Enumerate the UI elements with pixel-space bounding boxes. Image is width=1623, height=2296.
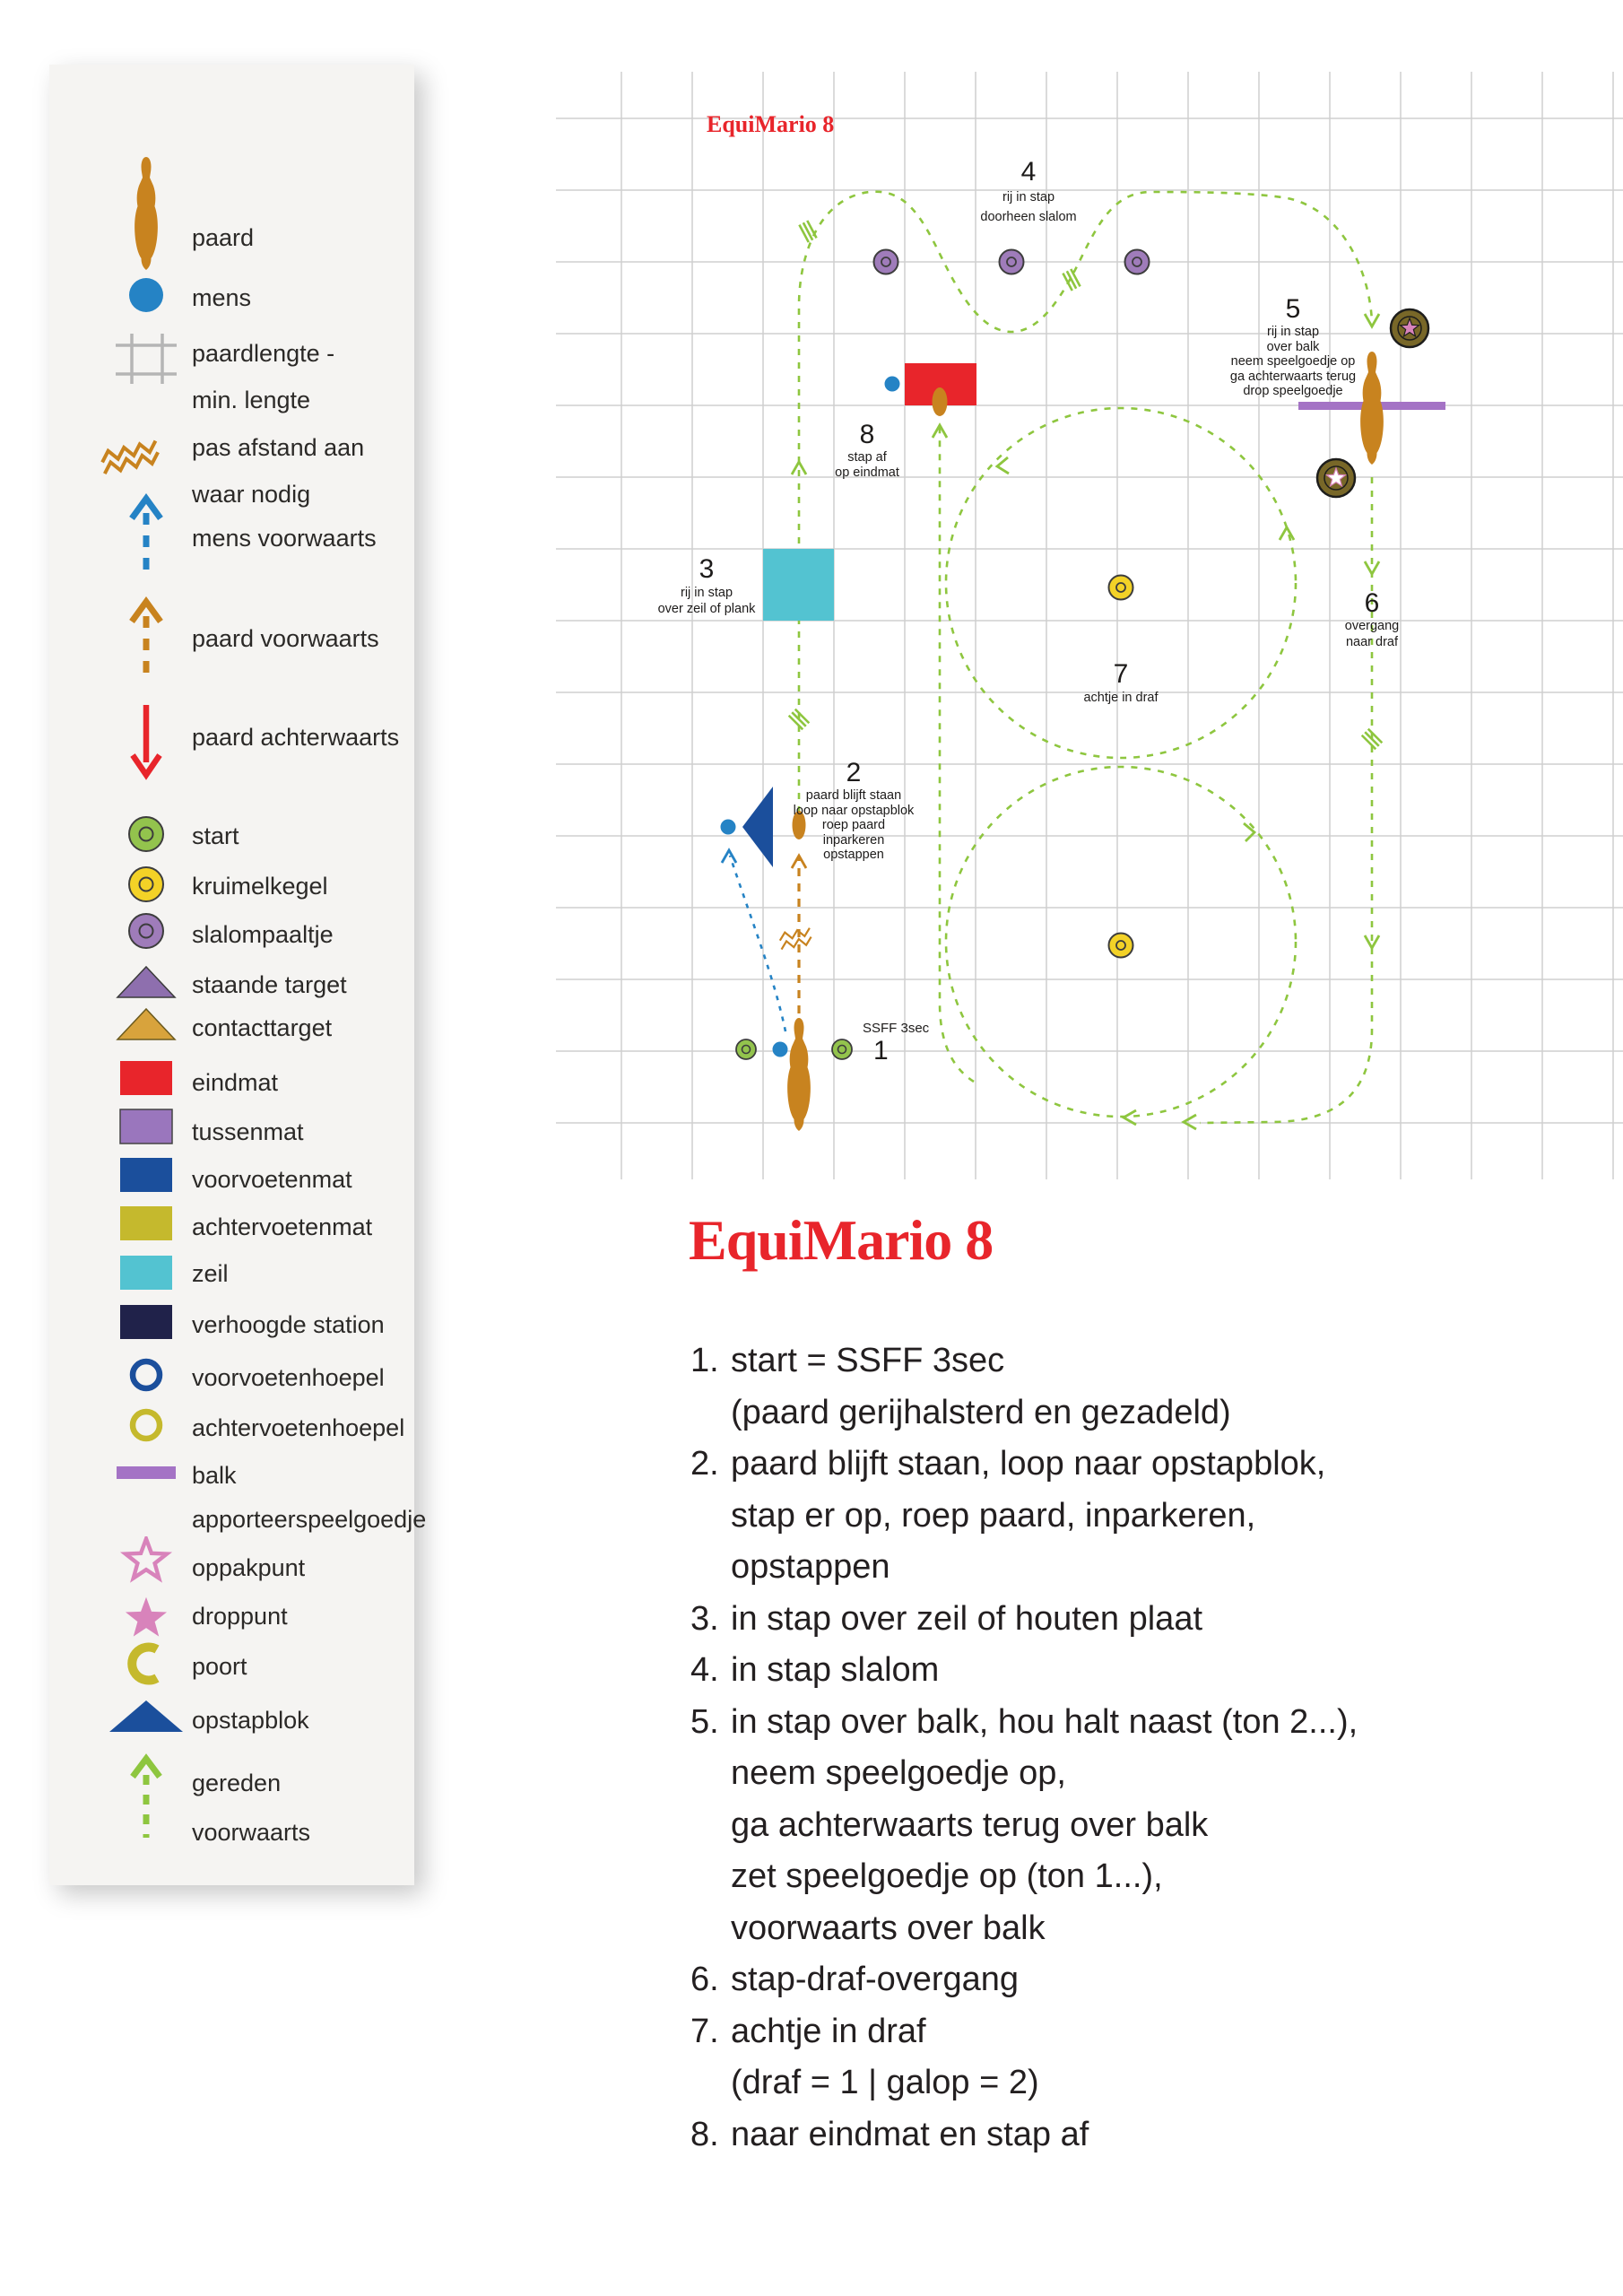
legend-text-line: apporteerspeelgoedje xyxy=(192,1506,427,1533)
legend-text-line: verhoogde station xyxy=(192,1311,385,1338)
gate-icon xyxy=(92,1642,200,1685)
point-number: 2 xyxy=(846,758,862,787)
instruction-number: 7. xyxy=(690,2012,719,2050)
legend-text-line: voorvoetenhoepel xyxy=(192,1364,385,1391)
arrow-up-dashed-orange-icon xyxy=(92,596,200,686)
instructions-title: EquiMario 8 xyxy=(689,1208,994,1272)
point-text: drop speelgoedje xyxy=(1243,384,1343,398)
swatch-red-icon xyxy=(92,1059,200,1097)
legend-text-line: paard achterwaarts xyxy=(192,724,400,751)
instruction-line: (paard gerijhalsterd en gezadeld) xyxy=(731,1393,1231,1431)
legend-item-label xyxy=(192,722,399,752)
point-text: stap af xyxy=(847,450,887,465)
point-number: 1 xyxy=(873,1036,889,1065)
route-walk-path xyxy=(799,192,1372,813)
person-dot xyxy=(885,377,900,392)
legend-item-label xyxy=(192,1413,404,1443)
point-text: opstappen xyxy=(823,848,884,862)
instruction-number: 6. xyxy=(690,1961,719,1998)
swatch-cyan-icon xyxy=(92,1254,200,1292)
donut-yellow-icon xyxy=(92,865,200,904)
legend-text-line: droppunt xyxy=(192,1603,288,1630)
arrow-up-dashed-green-icon xyxy=(92,1753,200,1843)
triangle-gold-icon xyxy=(92,1004,200,1044)
instruction-line: ga achterwaarts terug over balk xyxy=(731,1805,1209,1844)
point-number: 7 xyxy=(1113,659,1129,689)
instruction-line: stap er op, roep paard, inparkeren, xyxy=(731,1496,1256,1535)
instruction-line: opstappen xyxy=(731,1548,890,1586)
instruction-item xyxy=(690,1645,1605,1697)
course-canvas xyxy=(556,72,1623,1179)
point-number: 3 xyxy=(699,554,715,584)
adjust-distance-mark xyxy=(778,928,812,950)
donut-purple-icon xyxy=(92,911,200,951)
legend-text-line: mens voorwaarts xyxy=(192,525,377,552)
legend-item-label xyxy=(192,1309,385,1340)
legend-text-line: zeil xyxy=(192,1260,229,1287)
instruction-line: neem speelgoedje op, xyxy=(731,1754,1066,1792)
instruction-number: 1. xyxy=(690,1342,719,1379)
instruction-line: in stap over balk, hou halt naast (ton 2...), xyxy=(731,1702,1358,1741)
donut-green-icon xyxy=(92,814,200,854)
star-outline-icon xyxy=(92,1536,200,1585)
arrow-up-dashed-blue-icon xyxy=(92,493,200,583)
legend-text-line: start xyxy=(192,822,239,849)
legend-item-label xyxy=(192,1013,332,1043)
instruction-number: 8. xyxy=(690,2115,719,2153)
legend-text-line: opstapblok xyxy=(192,1707,309,1734)
mounting-block xyxy=(742,787,773,867)
legend-text-line: voorvoetenmat xyxy=(192,1166,352,1193)
instruction-item xyxy=(690,1954,1605,2006)
arrow-down-red-icon xyxy=(92,700,200,789)
legend-text-line: mens xyxy=(192,284,252,311)
legend-item-label xyxy=(192,1258,229,1289)
person-icon xyxy=(92,275,200,315)
legend-item-label xyxy=(192,424,364,517)
legend-text-line: gereden xyxy=(192,1770,282,1796)
map-point-6-label xyxy=(1345,588,1399,650)
point-text: overgang xyxy=(1344,619,1400,633)
legend-item-label xyxy=(192,919,334,950)
legend-text-line: voorwaarts xyxy=(192,1819,311,1846)
toy-barrel xyxy=(1317,459,1355,497)
route-trot-path xyxy=(1200,477,1372,1123)
legend-item-label xyxy=(192,330,334,423)
point-number: 6 xyxy=(1364,588,1380,618)
bar-purple-icon xyxy=(92,1462,200,1483)
legend-item-label xyxy=(192,1067,278,1098)
legend-text-line: paard voorwaarts xyxy=(192,625,379,652)
horse-oval xyxy=(933,387,948,416)
instruction-line: paard blijft staan, loop naar opstapblok, xyxy=(731,1445,1326,1483)
legend-text-line: eindmat xyxy=(192,1069,279,1096)
legend-text-line: achtervoetenhoepel xyxy=(192,1414,405,1441)
legend-item-label xyxy=(192,1759,310,1857)
legend-text-line: paard xyxy=(192,224,255,251)
point-text: over balk xyxy=(1266,339,1320,354)
map-title: EquiMario 8 xyxy=(707,111,835,137)
point-text: loop naar opstapblok xyxy=(793,803,915,818)
legend-text-line: min. lengte xyxy=(192,387,311,413)
legend-item-label xyxy=(192,1705,309,1735)
point-text: rij in stap xyxy=(1266,325,1320,339)
instruction-line: achtje in draf xyxy=(731,2012,926,2050)
map-point-7-label xyxy=(1083,659,1158,707)
legend-item-label xyxy=(192,970,347,1000)
start-note: SSFF 3sec xyxy=(863,1021,930,1036)
tarp-zeil xyxy=(763,549,834,621)
toy-barrel xyxy=(1391,309,1428,347)
point-text: naar draf xyxy=(1345,634,1399,649)
point-number: 8 xyxy=(859,420,875,449)
legend-item-label xyxy=(192,1164,352,1195)
person-dot xyxy=(773,1042,788,1057)
point-text: doorheen slalom xyxy=(980,210,1077,224)
person-forward-path xyxy=(730,856,785,1031)
map-point-5-label xyxy=(1230,294,1356,399)
point-text: paard blijft staan xyxy=(805,788,902,803)
instructions-list xyxy=(690,1335,1605,2161)
triangle-purple-icon xyxy=(92,962,200,1002)
point-text: neem speelgoedje op xyxy=(1230,354,1356,369)
horse-icon xyxy=(92,155,200,272)
instruction-line: voorwaarts over balk xyxy=(731,1909,1046,1947)
instruction-number: 3. xyxy=(690,1599,719,1638)
instruction-item xyxy=(690,2006,1605,2109)
map-point-3-label xyxy=(658,554,756,617)
legend-item-label xyxy=(192,283,251,313)
instruction-item xyxy=(690,1594,1605,1646)
person-dot xyxy=(721,820,736,835)
map-point-1-label xyxy=(863,1021,929,1066)
legend-item-label xyxy=(192,1362,385,1393)
legend-item-label xyxy=(192,1601,288,1631)
instruction-line: stap-draf-overgang xyxy=(731,1961,1020,1998)
course-map xyxy=(556,72,1623,1179)
legend-text-line: balk xyxy=(192,1462,237,1489)
point-number: 4 xyxy=(1020,157,1037,187)
horse-figure xyxy=(1360,352,1384,465)
point-text: over zeil of plank xyxy=(657,602,756,616)
ring-olive-icon xyxy=(92,1407,200,1443)
legend-item-label xyxy=(192,1212,372,1242)
point-text: rij in stap xyxy=(1002,190,1055,204)
legend-panel xyxy=(49,65,427,1885)
legend-text-line: tussenmat xyxy=(192,1118,304,1145)
swatch-olive-icon xyxy=(92,1205,200,1242)
map-point-2-label xyxy=(794,758,915,863)
legend-text-line: contacttarget xyxy=(192,1014,333,1041)
instruction-number: 2. xyxy=(690,1445,719,1483)
horse-figure xyxy=(787,1018,811,1131)
legend-item-label xyxy=(192,623,379,654)
legend-text-line: paardlengte - xyxy=(192,340,335,367)
legend-text-line: kruimelkegel xyxy=(192,873,328,900)
instruction-item xyxy=(690,1697,1605,1955)
instruction-number: 5. xyxy=(690,1702,719,1741)
legend-item-label xyxy=(192,1552,305,1583)
point-text: achtje in draf xyxy=(1083,691,1159,705)
swatch-navy-icon xyxy=(92,1303,200,1341)
legend-item-label xyxy=(192,1651,247,1682)
legend-item-label xyxy=(192,871,328,901)
point-text: rij in stap xyxy=(680,586,733,600)
instruction-line: zet speelgoedje op (ton 1...), xyxy=(731,1857,1163,1895)
legend-text-line: waar nodig xyxy=(192,481,311,508)
instruction-line: (draf = 1 | galop = 2) xyxy=(731,2064,1039,2101)
legend-text-line: achtervoetenmat xyxy=(192,1213,373,1240)
instruction-item xyxy=(690,2109,1605,2161)
instruction-line: in stap slalom xyxy=(731,1651,940,1689)
instruction-line: in stap over zeil of houten plaat xyxy=(731,1599,1203,1638)
legend-text-line: slalompaaltje xyxy=(192,921,334,948)
swatch-purple-icon xyxy=(92,1108,200,1145)
length-grid-icon xyxy=(92,332,200,386)
point-number: 5 xyxy=(1285,294,1301,324)
legend-item-label xyxy=(192,1460,237,1491)
point-text: op eindmat xyxy=(835,465,899,480)
map-point-4-label xyxy=(980,157,1076,227)
legend-item-label xyxy=(192,1504,426,1535)
legend-item-label xyxy=(192,821,239,851)
point-text: ga achterwaarts terug xyxy=(1229,369,1357,384)
legend-text-line: staande target xyxy=(192,971,347,998)
legend-text-line: oppakpunt xyxy=(192,1554,306,1581)
legend-item-label xyxy=(192,523,377,553)
instruction-line: naar eindmat en stap af xyxy=(731,2115,1089,2153)
triangle-blue-icon xyxy=(92,1698,200,1737)
map-point-8-label xyxy=(835,420,899,481)
legend-text-line: pas afstand aan xyxy=(192,434,365,461)
star-filled-icon xyxy=(92,1595,200,1643)
legend-text-line: poort xyxy=(192,1653,247,1680)
point-text: inparkeren xyxy=(822,832,885,848)
instruction-item xyxy=(690,1439,1605,1594)
zigzag-distance-icon xyxy=(92,430,200,476)
ring-blue-icon xyxy=(92,1357,200,1393)
point-text: roep paard xyxy=(821,818,886,832)
instruction-number: 4. xyxy=(690,1651,719,1689)
swatch-blue-icon xyxy=(92,1156,200,1194)
legend-item-label xyxy=(192,222,254,253)
instruction-line: start = SSFF 3sec xyxy=(731,1342,1005,1379)
legend-item-label xyxy=(192,1117,304,1147)
instruction-item xyxy=(690,1335,1605,1439)
